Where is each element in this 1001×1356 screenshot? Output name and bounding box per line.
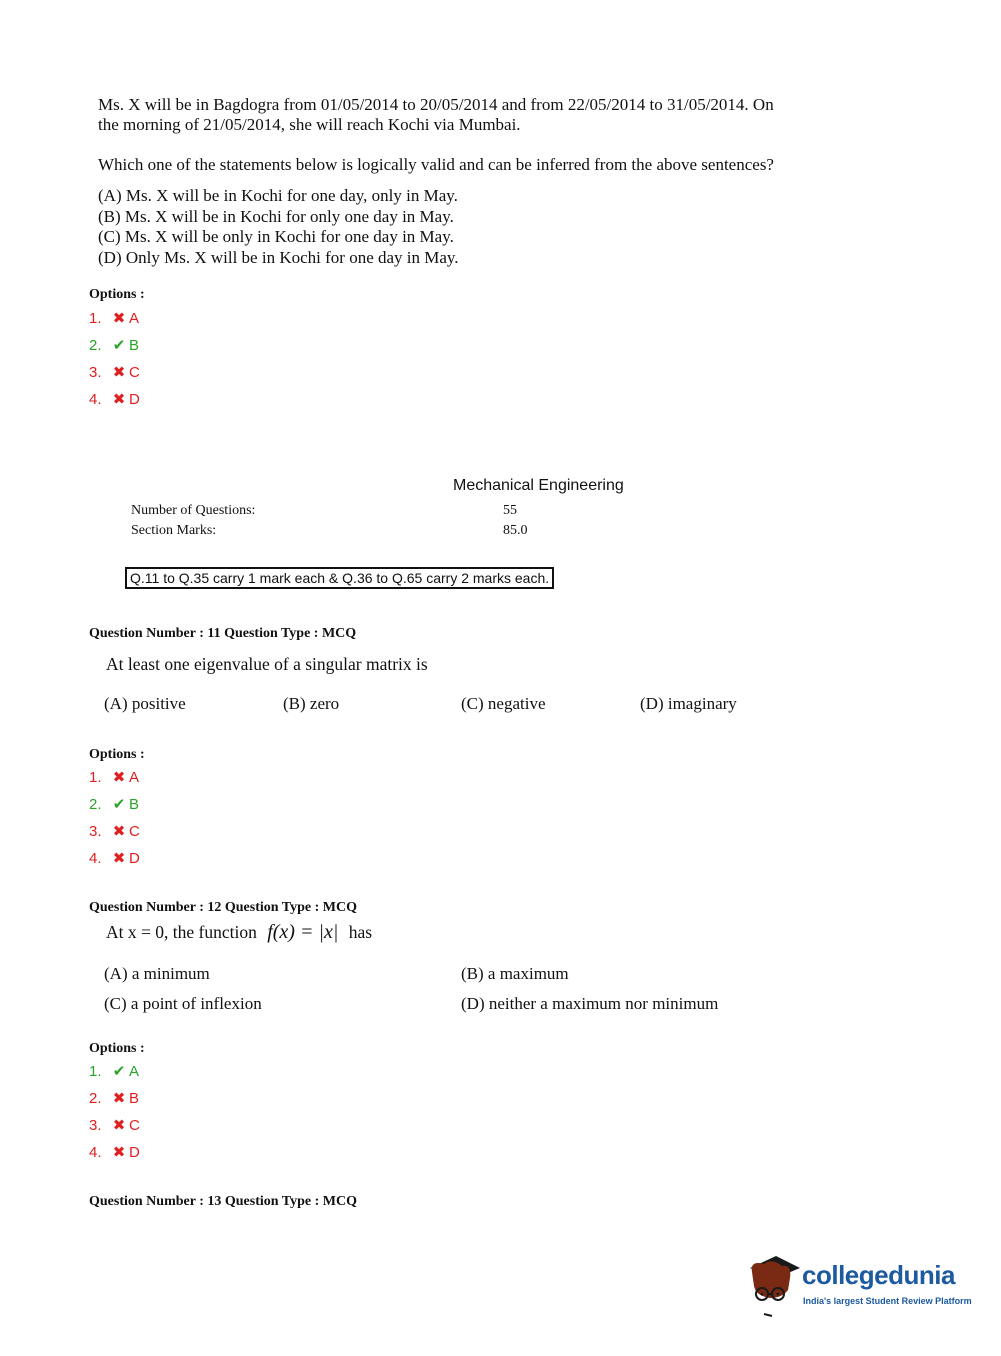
q12-option-2 — [89, 1088, 140, 1108]
q10-options-label: Options : — [89, 287, 145, 302]
q10-choice-d: (D) Only Ms. X will be in Kochi for one day in May. — [98, 247, 459, 267]
q12-choice-b: (B) a maximum — [461, 964, 569, 983]
cross-icon: ✖ — [112, 850, 126, 867]
option-letter: B — [129, 1089, 140, 1107]
q11-option-2 — [89, 794, 140, 814]
q10-paragraph — [98, 95, 774, 135]
option-number: 3. — [89, 822, 102, 840]
option-letter: A — [129, 309, 140, 327]
q11-choice-a: (A) positive — [104, 694, 186, 713]
q11-option-3 — [89, 821, 140, 841]
cross-icon: ✖ — [112, 1144, 126, 1161]
option-letter: C — [129, 822, 140, 840]
q12-options-list — [89, 1061, 140, 1162]
option-letter: D — [129, 390, 140, 408]
check-icon: ✔ — [112, 796, 126, 813]
cross-icon: ✖ — [112, 310, 126, 327]
option-letter: D — [129, 849, 140, 867]
marks-note: Q.11 to Q.35 carry 1 mark each & Q.36 to Q.65 carry 2 marks each. — [125, 567, 554, 589]
q12-choice-a: (A) a minimum — [104, 964, 210, 983]
q12-choice-d: (D) neither a maximum nor minimum — [461, 994, 719, 1013]
option-number: 2. — [89, 1089, 102, 1107]
q10-choice-a: (A) Ms. X will be in Kochi for one day, only in May. — [98, 186, 458, 205]
option-letter: A — [129, 768, 140, 786]
q11-option-1 — [89, 767, 140, 787]
student-mascot-icon — [742, 1250, 802, 1318]
option-letter: D — [129, 1143, 140, 1161]
num-questions-value: 55 — [503, 503, 517, 518]
q10-para-line1: Ms. X will be in Bagdogra from 01/05/2014 to 20/05/2014 and from 22/05/2014 to 31/05/2014. On — [98, 95, 774, 114]
q10-para-line2: the morning of 21/05/2014, she will reach Kochi via Mumbai. — [98, 115, 521, 134]
q10-option-4 — [89, 389, 140, 409]
q12-question — [106, 922, 372, 942]
q10-option-2 — [89, 335, 140, 355]
logo-tagline: India's largest Student Review Platform — [803, 1296, 972, 1306]
option-number: 4. — [89, 390, 102, 408]
q11-choice-c: (C) negative — [461, 694, 546, 713]
option-letter: B — [129, 795, 140, 813]
option-number: 3. — [89, 363, 102, 381]
option-letter: A — [129, 1062, 140, 1080]
q12-option-3 — [89, 1115, 140, 1135]
option-letter: C — [129, 1116, 140, 1134]
q12-choice-c: (C) a point of inflexion — [104, 994, 262, 1013]
q12-option-4 — [89, 1142, 140, 1162]
num-questions-label: Number of Questions: — [131, 503, 256, 518]
option-number: 1. — [89, 1062, 102, 1080]
q12-question-math: f(x) = |x| — [267, 921, 339, 943]
q12-options-label: Options : — [89, 1041, 145, 1056]
option-letter: C — [129, 363, 140, 381]
q11-header: Question Number : 11 Question Type : MCQ — [89, 626, 357, 641]
cross-icon: ✖ — [112, 769, 126, 786]
cross-icon: ✖ — [112, 364, 126, 381]
q11-options-list — [89, 767, 140, 868]
logo-brand: collegedunia — [802, 1260, 955, 1290]
q10-choice-b: (B) Ms. X will be in Kochi for only one day in May. — [98, 206, 454, 226]
q11-choice-b: (B) zero — [283, 694, 340, 713]
section-marks-value: 85.0 — [503, 523, 528, 538]
q12-question-prefix: At x = 0, the function — [106, 922, 257, 942]
q12-header: Question Number : 12 Question Type : MCQ — [89, 900, 357, 915]
section-marks-label: Section Marks: — [131, 523, 217, 538]
q13-header: Question Number : 13 Question Type : MCQ — [89, 1194, 357, 1209]
option-number: 4. — [89, 849, 102, 867]
option-number: 4. — [89, 1143, 102, 1161]
q11-option-4 — [89, 848, 140, 868]
collegedunia-logo — [742, 1250, 972, 1320]
check-icon: ✔ — [112, 337, 126, 354]
q10-option-1 — [89, 308, 140, 328]
option-number: 2. — [89, 336, 102, 354]
q11-choice-d: (D) imaginary — [640, 694, 737, 713]
cross-icon: ✖ — [112, 1090, 126, 1107]
q10-choices — [98, 186, 459, 268]
cross-icon: ✖ — [112, 1117, 126, 1134]
cross-icon: ✖ — [112, 823, 126, 840]
q10-options-list — [89, 308, 140, 409]
q11-question: At least one eigenvalue of a singular matrix is — [106, 654, 428, 674]
option-number: 3. — [89, 1116, 102, 1134]
q11-options-label: Options : — [89, 747, 145, 762]
check-icon: ✔ — [112, 1063, 126, 1080]
q12-option-1 — [89, 1061, 140, 1081]
q10-choice-c: (C) Ms. X will be only in Kochi for one day in May. — [98, 227, 454, 246]
section-title: Mechanical Engineering — [453, 477, 624, 494]
q12-question-suffix: has — [348, 922, 373, 942]
q10-option-3 — [89, 362, 140, 382]
option-number: 1. — [89, 768, 102, 786]
option-number: 2. — [89, 795, 102, 813]
option-number: 1. — [89, 309, 102, 327]
q10-question: Which one of the statements below is logically valid and can be inferred from the above sentences? — [98, 155, 774, 174]
cross-icon: ✖ — [112, 391, 126, 408]
option-letter: B — [129, 336, 140, 354]
